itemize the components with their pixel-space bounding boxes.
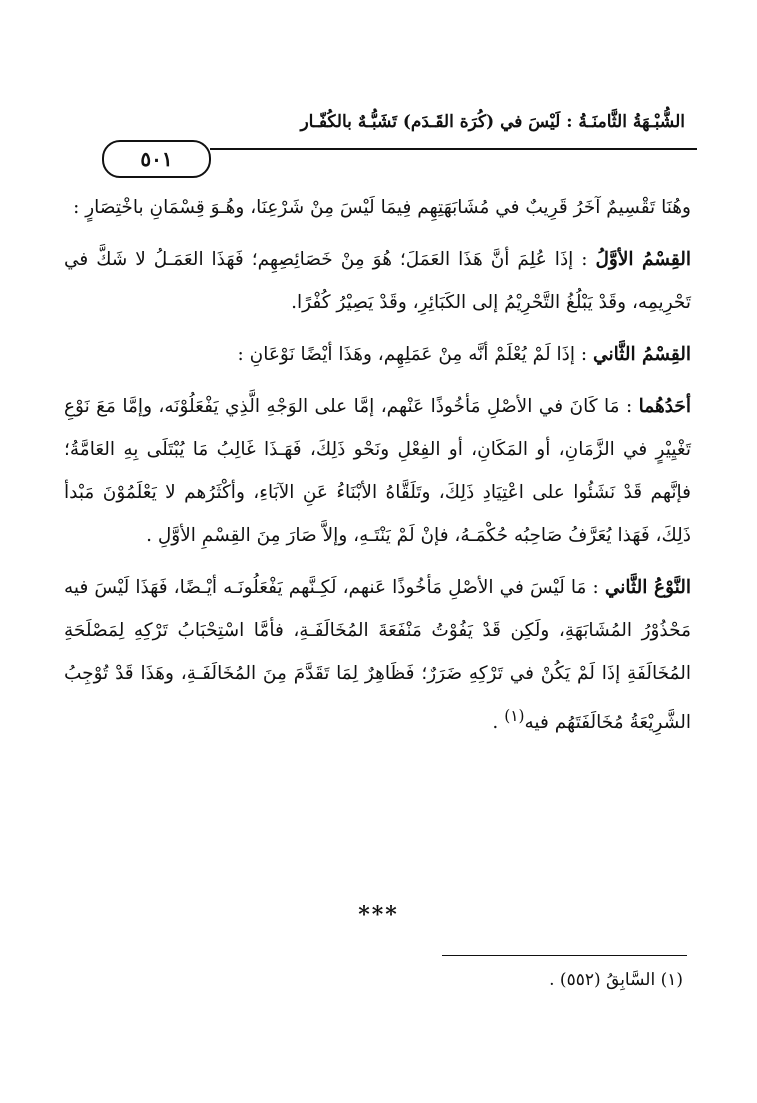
page-number: ٥٠١ (102, 140, 211, 178)
paragraph-lead: القِسْمُ الأوَّلُ (595, 249, 691, 270)
paragraph-first-type (64, 385, 691, 557)
footnote-rule (442, 955, 687, 956)
paragraph-text: : مَا لَيْسَ في الأصْلِ مَأخُوذًا عَنهم، لَكِـنَّهم يَفْعَلُونَـه أيْـضًا، فَهَذَا لَيْسَ فيه مَحْذُوْرُ المُشَابَهَةِ، ولَكِن قَدْ يَفُوْتُ مَنْفَعَةَ المُخَالَفَـةِ، فأمَّا اسْتِحْبَابُ تَرْكِهِ لِمَصْلَحَةِ المُخَالَفَةِ إذَا لَمْ يَكُنْ في تَرْكِهِ ضَرَرٌ؛ فَظَاهِرٌ لِمَا تَقَدَّمَ مِنَ المُخَالَفَـةِ، وهَذَا قَدْ تُوْجِبُ الشَّرِيْعَةُ مُخَالَفَتَهُم فيه (64, 577, 691, 734)
paragraph-text: : إذَا عُلِمَ أنَّ هَذَا العَمَلَ؛ هُوَ مِنْ خَصَائِصِهِم؛ فَهَذَا العَمَـلُ لا شَكَّ في تَحْرِيمِه، وقَدْ يَبْلُغُ التَّحْرِيْمُ إلى الكَبَائِرِ، وقَدْ يَصِيْرُ كُفْرًا. (64, 249, 691, 313)
paragraph-lead: القِسْمُ الثَّاني (593, 344, 691, 365)
body-text (64, 186, 691, 753)
paragraph-second-type (64, 566, 691, 744)
paragraph-text: : مَا كَانَ في الأصْلِ مَأخُوذًا عَنْهم، إمَّا على الوَجْهِ الَّذِي يَفْعَلُوْنَه، وإمَّا مَعَ نَوْعِ تَغْيِيْرٍ في الزَّمَانِ، أو المَكَانِ، أو الفِعْلِ ونَحْو ذَلِكَ، فَهَـذَا غَالِبُ مَا يُبْتَلَى بِهِ العَامَّةُ؛ فإنَّهم قَدْ نَشَئُوا على اعْتِيَادِ ذَلِكَ، وتَلَقَّاهُ الأبْنَاءُ عَنِ الآبَاءِ، وأكْثَرُهم لا يَعْلَمُوْنَ مَبْدأ ذَلِكَ، فَهَذا يُعَرَّفُ صَاحِبُه حُكْمَـهُ، فإنْ لَمْ يَنْتَـهِ، وإلاَّ صَارَ مِنَ القِسْمِ الأوَّلِ . (64, 396, 691, 546)
footnote-reference: (١) (504, 707, 525, 725)
paragraph-second-category (64, 333, 691, 376)
paragraph-lead: النَّوْعُ الثَّاني (604, 577, 691, 598)
paragraph-intro (64, 186, 691, 229)
section-separator: *** (358, 902, 399, 928)
footnote: (١) السَّابِقُ (٥٥٢) . (549, 970, 683, 990)
paragraph-lead: أحَدُهُما (638, 396, 691, 417)
paragraph-text: وهُنَا تَقْسِيمٌ آخَرُ قَرِيبٌ في مُشَابَهَتِهِم فِيمَا لَيْسَ مِنْ شَرْعِنَا، وهُـوَ قِسْمَانِ باخْتِصَارٍ : (73, 197, 691, 218)
paragraph-first-category (64, 238, 691, 324)
running-header: الشُّبْـهَةُ الثَّامنَـةُ : لَيْسَ في (كُرَة القَـدَم) تَشَبُّـهٌ بالكُفّـار (300, 112, 685, 132)
header-rule (210, 148, 697, 150)
paragraph-end: . (492, 712, 505, 734)
paragraph-text: : إذَا لَمْ يُعْلَمْ أنَّه مِنْ عَمَلِهِم، وهَذَا أيْضًا نَوْعَانِ : (237, 344, 594, 365)
